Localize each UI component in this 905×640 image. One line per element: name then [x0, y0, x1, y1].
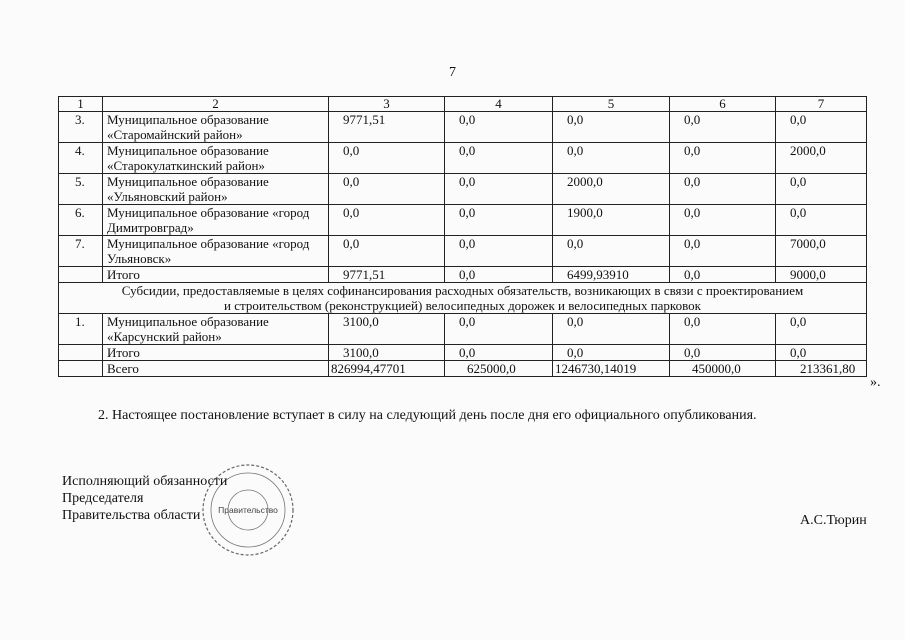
row-number: 4. — [59, 143, 103, 174]
table-row — [59, 112, 867, 143]
header-cell: 2 — [103, 97, 329, 112]
value-cell: 3100,0 — [329, 345, 445, 361]
value-cell: 0,0 — [329, 236, 445, 267]
header-cell: 7 — [776, 97, 867, 112]
value-cell: 1900,0 — [553, 205, 670, 236]
value-cell: 625000,0 — [445, 361, 553, 377]
signature-block — [62, 473, 227, 524]
value-cell: 0,0 — [670, 205, 776, 236]
value-cell: 0,0 — [553, 112, 670, 143]
value-cell: 0,0 — [445, 174, 553, 205]
signature-line: Правительства области — [62, 508, 201, 523]
value-cell: 1246730,14019 — [553, 361, 670, 377]
value-cell: 0,0 — [670, 112, 776, 143]
table-row — [59, 143, 867, 174]
value-cell: 0,0 — [445, 314, 553, 345]
signer-name: А.С.Тюрин — [800, 513, 867, 528]
value-cell: 2000,0 — [553, 174, 670, 205]
grand-total-row — [59, 361, 867, 377]
value-cell: 0,0 — [670, 174, 776, 205]
subtotal-label: Итого — [103, 267, 329, 283]
row-number: 1. — [59, 314, 103, 345]
value-cell: 0,0 — [445, 267, 553, 283]
value-cell: 9771,51 — [329, 267, 445, 283]
value-cell: 0,0 — [553, 236, 670, 267]
value-cell: 0,0 — [776, 205, 867, 236]
value-cell: 0,0 — [670, 143, 776, 174]
value-cell: 2000,0 — [776, 143, 867, 174]
row-number: 5. — [59, 174, 103, 205]
municipality-name: Муниципальное образование «город Димитровград» — [103, 205, 329, 236]
table-row — [59, 174, 867, 205]
row-number: 7. — [59, 236, 103, 267]
value-cell: 0,0 — [445, 112, 553, 143]
municipality-name: Муниципальное образование «Старокулаткинский район» — [103, 143, 329, 174]
value-cell: 213361,80 — [776, 361, 867, 377]
value-cell: 0,0 — [329, 143, 445, 174]
municipality-name: Муниципальное образование «Старомайнский район» — [103, 112, 329, 143]
value-cell: 0,0 — [329, 205, 445, 236]
value-cell: 0,0 — [445, 205, 553, 236]
table-row — [59, 314, 867, 345]
table-row — [59, 236, 867, 267]
empty-cell — [59, 345, 103, 361]
value-cell: 0,0 — [776, 314, 867, 345]
subtotal-row — [59, 345, 867, 361]
subtotal-label: Итого — [103, 345, 329, 361]
value-cell: 0,0 — [670, 267, 776, 283]
municipality-name: Муниципальное образование «город Ульяновск» — [103, 236, 329, 267]
value-cell: 0,0 — [670, 345, 776, 361]
signature-line: Председателя — [62, 491, 144, 506]
header-cell: 1 — [59, 97, 103, 112]
paragraph-2: 2. Настоящее постановление вступает в силу на следующий день после дня его официального опубликования. — [98, 408, 757, 423]
table-header-row — [59, 97, 867, 112]
value-cell: 0,0 — [670, 236, 776, 267]
header-cell: 5 — [553, 97, 670, 112]
value-cell: 0,0 — [329, 174, 445, 205]
row-number: 3. — [59, 112, 103, 143]
value-cell: 7000,0 — [776, 236, 867, 267]
seal-text: Правительство — [218, 505, 278, 515]
value-cell: 0,0 — [553, 345, 670, 361]
value-cell: 0,0 — [445, 143, 553, 174]
municipality-name: Муниципальное образование «Ульяновский район» — [103, 174, 329, 205]
value-cell: 0,0 — [670, 314, 776, 345]
grand-total-label: Всего — [103, 361, 329, 377]
value-cell: 450000,0 — [670, 361, 776, 377]
value-cell: 0,0 — [553, 314, 670, 345]
value-cell: 0,0 — [445, 236, 553, 267]
value-cell: 0,0 — [776, 345, 867, 361]
section-title-row — [59, 283, 867, 314]
value-cell: 9771,51 — [329, 112, 445, 143]
value-cell: 0,0 — [776, 112, 867, 143]
section-title: Субсидии, предоставляемые в целях софинансирования расходных обязательств, возникающих в связи с проектированием и строительством (реконструкцией) велосипедных дорожек и велосипедных парковок — [59, 283, 867, 314]
value-cell: 3100,0 — [329, 314, 445, 345]
header-cell: 3 — [329, 97, 445, 112]
value-cell: 0,0 — [553, 143, 670, 174]
signature-line: Исполняющий обязанности — [62, 474, 228, 489]
value-cell: 9000,0 — [776, 267, 867, 283]
row-number: 6. — [59, 205, 103, 236]
table-row — [59, 205, 867, 236]
empty-cell — [59, 267, 103, 283]
header-cell: 6 — [670, 97, 776, 112]
value-cell: 0,0 — [776, 174, 867, 205]
closing-quote: ». — [870, 375, 881, 390]
value-cell: 0,0 — [445, 345, 553, 361]
page-number: 7 — [449, 65, 456, 80]
empty-cell — [59, 361, 103, 377]
value-cell: 826994,47701 — [329, 361, 445, 377]
header-cell: 4 — [445, 97, 553, 112]
municipality-name: Муниципальное образование «Карсунский район» — [103, 314, 329, 345]
subtotal-row — [59, 267, 867, 283]
value-cell: 6499,93910 — [553, 267, 670, 283]
subsidy-table — [58, 96, 867, 377]
